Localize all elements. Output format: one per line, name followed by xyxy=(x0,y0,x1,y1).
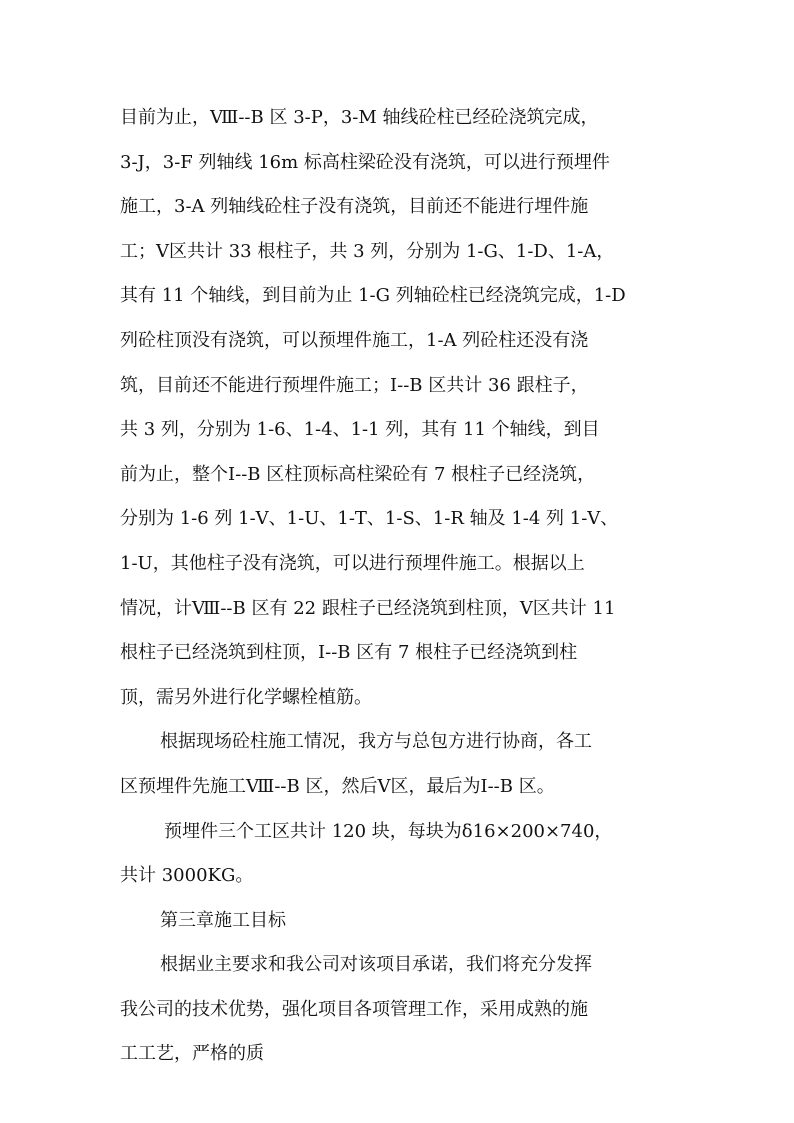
body-text xyxy=(120,96,692,1077)
text-line: 根柱子已经浇筑到柱顶，Ⅰ--B 区有 7 根柱子已经浇筑到柱 xyxy=(120,642,578,664)
paragraph-first-line: 根据现场砼柱施工情况，我方与总包方进行协商，各工 xyxy=(160,731,592,753)
text-line: 分别为 1-6 列 1-V、1-U、1-T、1-S、1-R 轴及 1-4 列 1-V、 xyxy=(120,508,619,530)
text-line: 工工艺，严格的质 xyxy=(120,1043,264,1065)
text-line: 目前为止，Ⅷ--B 区 3-P，3-M 轴线砼柱已经砼浇筑完成， xyxy=(120,107,599,128)
paragraph-first-line: 预埋件三个工区共计 120 块，每块为δ16×200×740， xyxy=(164,820,613,842)
text-line: 3-J，3-F 列轴线 16m 标高柱梁砼没有浇筑，可以进行预埋件 xyxy=(120,151,610,173)
text-line: 其有 11 个轴线，到目前为止 1-G 列轴砼柱已经浇筑完成，1-D xyxy=(120,285,626,307)
chapter-heading: 第三章施工目标 xyxy=(160,909,286,931)
text-line: 施工，3-A 列轴线砼柱子没有浇筑，目前还不能进行埋件施 xyxy=(120,196,589,218)
text-line: 区预埋件先施工Ⅷ--B 区，然后Ⅴ区，最后为Ⅰ--B 区。 xyxy=(120,775,555,797)
text-line: 情况，计Ⅷ--B 区有 22 跟柱子已经浇筑到柱顶，Ⅴ区共计 11 xyxy=(120,597,616,619)
paragraph-first-line: 根据业主要求和我公司对该项目承诺，我们将充分发挥 xyxy=(160,954,592,976)
text-line: 我公司的技术优势，强化项目各项管理工作，采用成熟的施 xyxy=(120,998,588,1020)
text-line: 前为止，整个Ⅰ--B 区柱顶标高柱梁砼有 7 根柱子已经浇筑， xyxy=(120,463,596,485)
text-line: 列砼柱顶没有浇筑，可以预埋件施工，1-A 列砼柱还没有浇 xyxy=(120,329,589,351)
text-line: 工；Ⅴ区共计 33 根柱子，共 3 列，分别为 1-G、1-D、1-A， xyxy=(120,240,615,262)
text-line: 共计 3000KG。 xyxy=(120,865,254,887)
text-line: 共 3 列，分别为 1-6、1-4、1-1 列，其有 11 个轴线，到目 xyxy=(120,419,600,441)
text-line: 1-U，其他柱子没有浇筑，可以进行预埋件施工。根据以上 xyxy=(120,552,585,574)
text-line: 筑，目前还不能进行预埋件施工；Ⅰ--B 区共计 36 跟柱子， xyxy=(120,374,589,396)
text-line: 顶，需另外进行化学螺栓植筋。 xyxy=(120,686,372,708)
